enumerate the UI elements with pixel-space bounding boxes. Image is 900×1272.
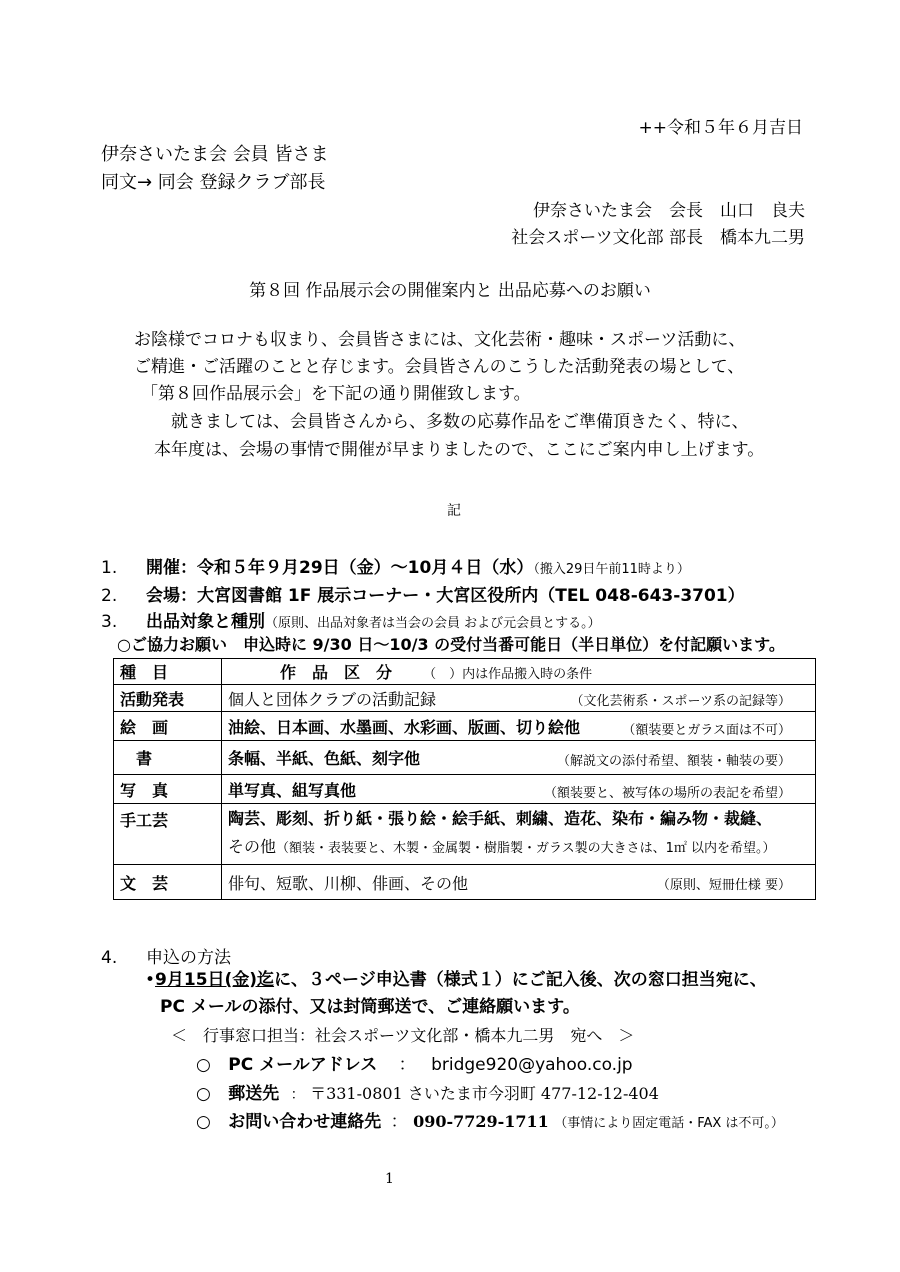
colon: ： xyxy=(390,1112,408,1132)
table-header-note: （ ）内は作品搬入時の条件 xyxy=(423,667,593,682)
table-row-items-text: 陶芸、彫刻、折り紙・張り絵・絵手紙、刺繍、造花、染布・編み物・裁縫、 xyxy=(228,809,773,828)
table-row-category: 書 xyxy=(114,741,222,775)
section-4 xyxy=(101,943,231,968)
section-2 xyxy=(101,581,745,606)
table-row xyxy=(114,865,816,900)
table-header-items-label: 作 品 区 分 xyxy=(280,663,393,682)
contact-person: ＜ 行事窓口担当：社会スポーツ文化部・橋本九二男 宛へ ＞ xyxy=(171,1026,635,1045)
table-row-note: （文化芸術系・スポーツ系の記録等） xyxy=(570,694,791,709)
section-3-text: 出品対象と種別 xyxy=(146,612,265,632)
table-row xyxy=(114,775,816,804)
table-row-items-text: 油絵、日本画、水墨画、水彩画、版画、切り絵他 xyxy=(228,717,581,737)
table-row-items-text: 俳句、短歌、川柳、俳画、その他 xyxy=(228,873,469,893)
table-row-items-text-2: その他 xyxy=(228,837,277,856)
intro-line-4: 就きましては、会員皆さんから、多数の応募作品をご準備頂きたく、特に、 xyxy=(154,412,749,432)
application-line-2 xyxy=(160,995,580,1020)
table-row-items-text: 条幅、半紙、色紙、刻字他 xyxy=(228,749,421,768)
table-row-note: （額装要とガラス面は不可） xyxy=(622,723,791,738)
recipient-line-2: 同文→ 同会 登録クラブ部長 xyxy=(101,172,326,193)
table-row xyxy=(114,741,816,775)
table-row-items xyxy=(222,741,816,775)
page-number: 1 xyxy=(385,1171,394,1187)
table-row-items xyxy=(222,804,816,865)
intro-line-5: 本年度は、会場の事情で開催が早まりましたので、ここにご案内申し上げます。 xyxy=(154,440,765,460)
recipient-line-1: 伊奈さいたま会 会員 皆さま xyxy=(101,144,329,165)
section-4-title: 申込の方法 xyxy=(146,948,231,968)
circle-bullet-icon: ○ xyxy=(196,1055,211,1075)
cooperation-notice: ○ご協力お願い 申込時に 9/30 日～10/3 の受付当番可能日（半日単位）を付記願います。 xyxy=(117,635,785,654)
table-row-note: （額装要と、被写体の場所の表記を希望） xyxy=(543,786,791,801)
deadline-date: 9月15日(金)迄 xyxy=(155,970,275,990)
table-row xyxy=(114,685,816,712)
intro-line-1: お陰様でコロナも収まり、会員皆さまには、文化芸術・趣味・スポーツ活動に、 xyxy=(134,330,746,350)
post-label: 郵送先 xyxy=(228,1084,280,1104)
section-2-number: 2. xyxy=(101,586,118,606)
table-row-note: （解説文の添付希望、額装・軸装の要） xyxy=(556,754,791,769)
post-row xyxy=(196,1079,659,1104)
table-row xyxy=(114,804,816,865)
post-address: 〒331-0801 さいたま市今羽町 477-12-12-404 xyxy=(310,1084,659,1103)
table-row-category: 文 芸 xyxy=(114,865,222,900)
table-row-items xyxy=(222,775,816,804)
table-header-category: 種 目 xyxy=(114,659,222,685)
table-row xyxy=(114,712,816,741)
table-row-note: （原則、短冊仕様 要） xyxy=(656,878,791,893)
intro-line-3: 「第８回作品展示会」を下記の通り開催致します。 xyxy=(141,384,531,404)
table-row-category: 絵 画 xyxy=(114,712,222,741)
circle-bullet-icon: ○ xyxy=(196,1112,211,1132)
table-row-items-text: 単写真、組写真他 xyxy=(228,780,357,800)
ki-marker: 記 xyxy=(447,503,461,519)
intro-line-2: ご精進・ご活躍のことと存じます。会員皆さんのこうした活動発表の場として、 xyxy=(134,357,745,377)
section-3 xyxy=(101,607,601,632)
application-line-1-rest: に、３ページ申込書（様式１）にご記入後、次の窓口担当宛に、 xyxy=(274,970,767,990)
sender-line-1: 伊奈さいたま会 会長 山口 良夫 xyxy=(533,201,805,221)
table-row-category: 手工芸 xyxy=(114,804,222,865)
table-header-items xyxy=(222,659,816,685)
phone-number: 090-7729-1711 xyxy=(413,1112,549,1131)
email-label: PC メールアドレス xyxy=(228,1055,378,1075)
section-2-text: 会場：大宮図書館 1F 展示コーナー・大宮区役所内（TEL 048-643-3701） xyxy=(146,586,745,606)
table-header-row xyxy=(114,659,816,685)
circle-bullet-icon: ○ xyxy=(196,1084,211,1104)
phone-label: お問い合わせ連絡先 xyxy=(228,1112,382,1132)
document-date: ++令和５年６月吉日 xyxy=(638,118,803,138)
table-row-items xyxy=(222,712,816,741)
section-1-note: （搬入29日午前11時より） xyxy=(533,562,690,577)
table-row-items xyxy=(222,685,816,712)
table-row-items xyxy=(222,865,816,900)
document-title: 第８回 作品展示会の開催案内と 出品応募へのお願い xyxy=(249,281,651,301)
phone-row xyxy=(196,1107,784,1132)
table-row-items-text: 個人と団体クラブの活動記録 xyxy=(228,689,437,709)
application-line-2-text: PC メールの添付、又は封筒郵送で、ご連絡願います。 xyxy=(160,997,580,1017)
section-1 xyxy=(101,553,690,578)
table-row-category: 活動発表 xyxy=(114,685,222,712)
section-1-number: 1. xyxy=(101,558,118,578)
colon: ： xyxy=(290,1087,305,1103)
section-3-number: 3. xyxy=(101,612,118,632)
colon: ： xyxy=(398,1055,416,1075)
table-row-note: （額装・表装要と、木製・金属製・樹脂製・ガラス製の大きさは、1㎡ 以内を希望。） xyxy=(276,841,776,856)
email-address[interactable]: bridge920@yahoo.co.jp xyxy=(431,1055,633,1075)
email-row xyxy=(196,1050,633,1075)
application-line-1 xyxy=(145,968,767,993)
table-row-category: 写 真 xyxy=(114,775,222,804)
section-3-note: （原則、出品対象者は当会の会員 および元会員とする。） xyxy=(265,616,601,631)
bullet-dot: • xyxy=(145,970,156,990)
section-1-text: 開催：令和５年９月29日（金）～10月４日（水） xyxy=(146,558,534,578)
sender-line-2: 社会スポーツ文化部 部長 橋本九二男 xyxy=(511,228,805,248)
phone-note: （事情により固定電話・FAX は不可。） xyxy=(554,1116,784,1131)
section-4-number: 4. xyxy=(101,948,118,968)
category-table xyxy=(113,658,816,900)
